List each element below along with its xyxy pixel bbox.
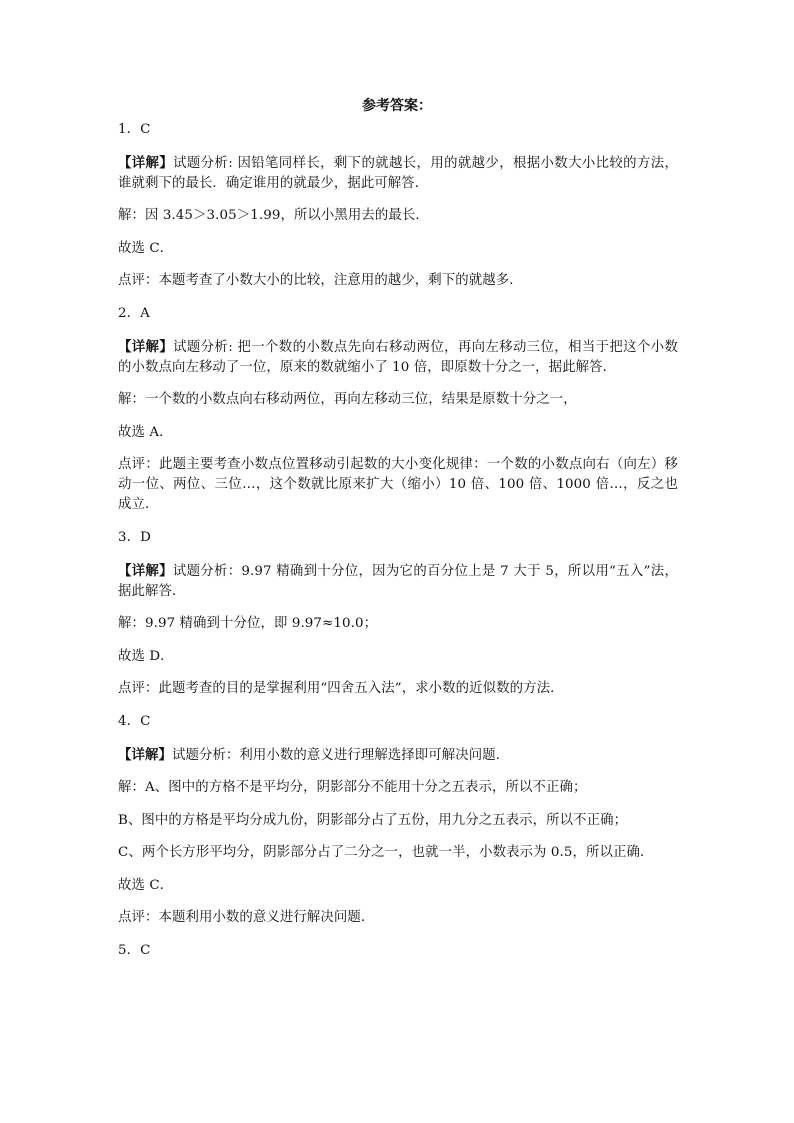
answer-analysis xyxy=(118,745,678,766)
answer-number: 1．C xyxy=(118,122,151,137)
answer-list xyxy=(118,120,678,974)
answer-analysis xyxy=(118,153,678,194)
analysis-text: 试题分析: 把一个数的小数点先向右移动两位，再向左移动三位，相当于把这个小数的小数点向左移动了一位，原来的数就缩小了 10 倍，即原数十分之一，据此解答． xyxy=(118,339,678,375)
answer-item-2 xyxy=(118,304,678,515)
answer-number: 5．C xyxy=(118,943,151,959)
detail-tag: 【详解】 xyxy=(118,154,174,171)
answer-solution: 解：一个数的小数点向右移动两位，再向左移动三位，结果是原数十分之一， xyxy=(118,392,577,408)
answer-item-5 xyxy=(118,941,678,961)
answer-analysis xyxy=(118,337,678,378)
answer-comment: 点评：本题利用小数的意义进行解决问题． xyxy=(118,910,375,926)
answer-number: 3．D xyxy=(118,529,151,545)
analysis-text: 试题分析: 因铅笔同样长，剩下的就越长，用的就越少，根据小数大小比较的方法，谁就剩下的最长．确定谁用的就最少，据此可解答． xyxy=(118,155,678,191)
page-title: 参考答案： xyxy=(362,98,432,114)
answer-item-4 xyxy=(118,712,678,929)
answer-solution-line: C、两个长方形平均分，阴影部分占了二分之一，也就一半，小数表示为 0.5，所以正确． xyxy=(118,845,654,861)
answer-choice: 故选 C． xyxy=(118,877,174,893)
answer-item-3 xyxy=(118,528,678,699)
answer-number: 2．A xyxy=(118,305,150,321)
answer-choice: 故选 D． xyxy=(118,648,174,664)
answer-number: 4．C xyxy=(118,713,151,729)
answer-solution-line: 解：A、图中的方格不是平均分，阴影部分不能用十分之五表示，所以不正确； xyxy=(118,780,587,796)
answer-item-1 xyxy=(118,120,678,291)
answer-comment: 点评：本题考查了小数大小的比较，注意用的越少，剩下的就越多． xyxy=(118,273,523,289)
detail-tag: 【详解】 xyxy=(118,338,174,355)
answer-choice: 故选 C． xyxy=(118,240,174,256)
answer-analysis xyxy=(118,561,678,602)
answer-solution: 解：因 3.45＞3.05＞1.99，所以小黑用去的最长． xyxy=(118,208,429,224)
detail-tag: 【详解】 xyxy=(118,562,173,579)
answer-solution-line: B、图中的方格是平均分成九份，阴影部分占了五份，用九分之五表示，所以不正确； xyxy=(118,812,628,828)
answer-comment: 点评：此题考查的目的是掌握利用“四舍五入法”，求小数的近似数的方法． xyxy=(118,681,564,697)
detail-tag: 【详解】 xyxy=(118,746,172,763)
analysis-text: 试题分析：利用小数的意义进行理解选择即可解决问题． xyxy=(171,747,510,763)
answer-comment: 点评：此题主要考查小数点位置移动引起数的大小变化规律：一个数的小数点向右（向左）移动一位、两位、三位…，这个数就比原来扩大（缩小）10 倍、100 倍、1000 倍…，反之也成立． xyxy=(118,457,678,513)
answer-choice: 故选 A． xyxy=(118,424,173,440)
analysis-text: 试题分析：9.97 精确到十分位，因为它的百分位上是 7 大于 5，所以用“五入”法，据此解答． xyxy=(118,563,679,599)
answer-solution: 解：9.97 精确到十分位，即 9.97≈10.0； xyxy=(118,616,378,632)
